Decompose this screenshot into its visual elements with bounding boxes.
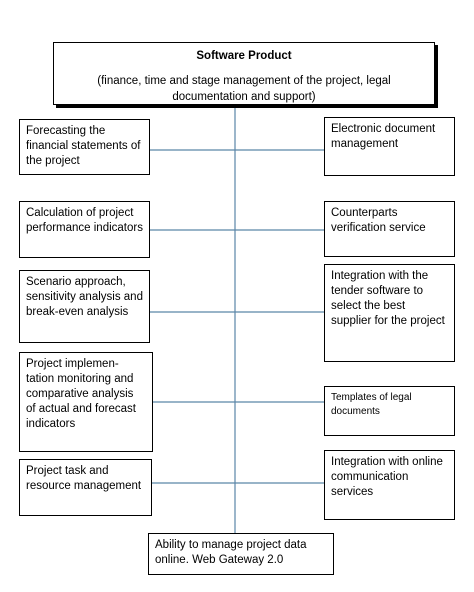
right-box-1: Electronic document management xyxy=(324,117,455,176)
right-box-4: Templates of legal documents xyxy=(324,386,455,436)
left-box-5: Project task and resource management xyxy=(19,459,152,516)
right-box-3: Integration with the tender software to select the best supplier for the project xyxy=(324,264,455,362)
bottom-box: Ability to manage project data online. Web Gateway 2.0 xyxy=(148,533,334,575)
left-box-2: Calculation of project performance indicators xyxy=(19,201,150,258)
right-box-5: Integration with online communication services xyxy=(324,450,455,520)
root-title: Software Product xyxy=(196,50,292,62)
root-box xyxy=(53,42,435,105)
right-box-2: Counterparts verification service xyxy=(324,201,455,257)
left-box-4: Project implemen-tation monitoring and comparative analysis of actual and forecast indicators xyxy=(19,352,153,452)
left-box-3: Scenario approach, sensitivity analysis and break-even analysis xyxy=(19,270,150,343)
root-subtitle: (finance, time and stage management of the project, legal documentation and support) xyxy=(97,75,391,103)
left-box-1: Forecasting the financial statements of the project xyxy=(19,119,150,175)
